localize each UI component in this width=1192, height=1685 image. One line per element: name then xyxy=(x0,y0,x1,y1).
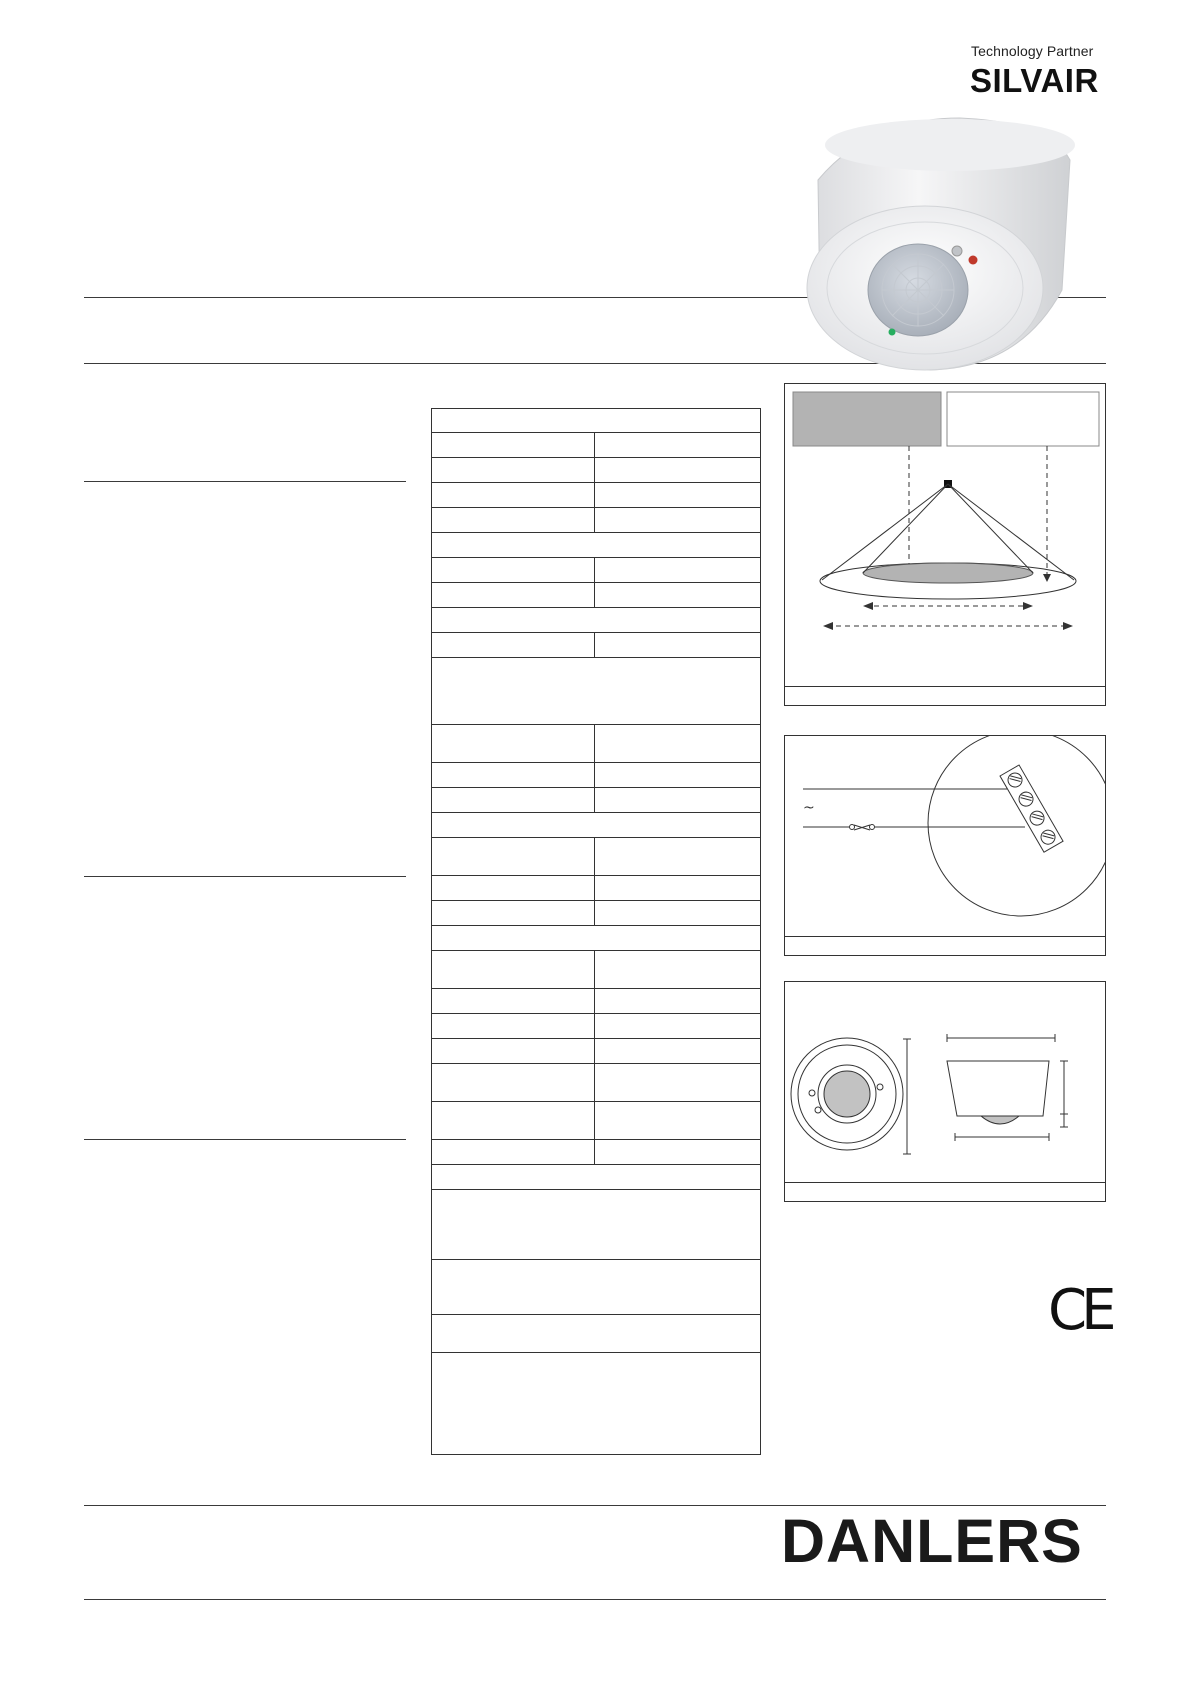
spec-row xyxy=(432,901,760,926)
silvair-logo: SILVAIR xyxy=(970,62,1099,99)
spec-row xyxy=(432,633,760,658)
spec-label-cell xyxy=(432,876,595,900)
spec-row xyxy=(432,838,760,876)
dimensions-caption xyxy=(785,1182,1105,1201)
spec-label-cell xyxy=(432,433,595,457)
spec-label-cell xyxy=(432,558,595,582)
spec-value-cell xyxy=(595,1039,760,1063)
spec-row xyxy=(432,608,760,633)
dimensions-diagram xyxy=(785,982,1105,1182)
spec-label-cell xyxy=(432,458,595,482)
spec-row xyxy=(432,533,760,558)
spec-label-cell xyxy=(432,583,595,607)
spec-label-cell xyxy=(432,989,595,1013)
spec-row xyxy=(432,1039,760,1064)
spec-row xyxy=(432,1353,760,1455)
spec-value-cell xyxy=(595,989,760,1013)
spec-value-cell xyxy=(595,838,760,875)
mains-symbol: ~ xyxy=(803,800,815,816)
section-rule-1 xyxy=(84,481,406,482)
spec-label-cell xyxy=(432,951,595,988)
spec-value-cell xyxy=(595,483,760,507)
detection-pattern-panel xyxy=(784,383,1106,706)
footer-rule-bottom xyxy=(84,1599,1106,1600)
spec-row xyxy=(432,1190,760,1260)
spec-row xyxy=(432,508,760,533)
spec-row xyxy=(432,1014,760,1039)
spec-row xyxy=(432,1165,760,1190)
spec-label-cell xyxy=(432,508,595,532)
spec-value-cell xyxy=(595,558,760,582)
spec-value-cell xyxy=(595,1140,760,1164)
spec-value-cell xyxy=(595,458,760,482)
spec-value-cell xyxy=(595,725,760,762)
spec-row xyxy=(432,1102,760,1140)
spec-value-cell xyxy=(595,1064,760,1101)
technical-specification-table xyxy=(431,408,761,1455)
spec-row xyxy=(432,433,760,458)
spec-row xyxy=(432,583,760,608)
spec-row xyxy=(432,951,760,989)
footer-rule-top xyxy=(84,1505,1106,1506)
spec-label-cell xyxy=(432,725,595,762)
technology-partner-caption: Technology Partner xyxy=(971,43,1094,59)
wiring-diagram xyxy=(785,736,1105,936)
spec-label-cell xyxy=(432,1039,595,1063)
wiring-caption xyxy=(785,936,1105,955)
spec-row xyxy=(432,558,760,583)
spec-label-cell xyxy=(432,1014,595,1038)
spec-value-cell xyxy=(595,433,760,457)
spec-row xyxy=(432,658,760,725)
spec-value-cell xyxy=(595,901,760,925)
detection-pattern-caption xyxy=(785,686,1105,705)
danlers-logo: DANLERS xyxy=(781,1507,1083,1575)
spec-label-cell xyxy=(432,1140,595,1164)
spec-value-cell xyxy=(595,876,760,900)
presence-zone-key xyxy=(793,392,941,446)
ce-mark: CE xyxy=(1048,1278,1111,1343)
spec-label-cell xyxy=(432,763,595,787)
spec-label-cell xyxy=(432,838,595,875)
spec-label-cell xyxy=(432,633,595,657)
spec-row xyxy=(432,876,760,901)
spec-value-cell xyxy=(595,763,760,787)
spec-value-cell xyxy=(595,951,760,988)
spec-row xyxy=(432,1064,760,1102)
spec-row xyxy=(432,763,760,788)
spec-value-cell xyxy=(595,583,760,607)
section-rule-2 xyxy=(84,876,406,877)
spec-label-cell xyxy=(432,788,595,812)
spec-label-cell xyxy=(432,1102,595,1139)
absence-zone-key xyxy=(947,392,1099,446)
spec-label-cell xyxy=(432,483,595,507)
spec-row xyxy=(432,788,760,813)
spec-row xyxy=(432,926,760,951)
wiring-diagram-panel xyxy=(784,735,1106,956)
spec-value-cell xyxy=(595,633,760,657)
spec-label-cell xyxy=(432,901,595,925)
spec-row xyxy=(432,1315,760,1353)
spec-value-cell xyxy=(595,1014,760,1038)
section-rule-3 xyxy=(84,1139,406,1140)
spec-value-cell xyxy=(595,1102,760,1139)
spec-value-cell xyxy=(595,788,760,812)
spec-row xyxy=(432,813,760,838)
dimensions-panel xyxy=(784,981,1106,1202)
spec-row xyxy=(432,1140,760,1165)
spec-row xyxy=(432,483,760,508)
spec-row xyxy=(432,458,760,483)
spec-row xyxy=(432,409,760,433)
detection-pattern-diagram xyxy=(785,384,1105,686)
ceiling-pir-sensor-image xyxy=(800,100,1090,380)
spec-row xyxy=(432,1260,760,1315)
spec-value-cell xyxy=(595,508,760,532)
spec-label-cell xyxy=(432,1064,595,1101)
spec-row xyxy=(432,989,760,1014)
spec-row xyxy=(432,725,760,763)
